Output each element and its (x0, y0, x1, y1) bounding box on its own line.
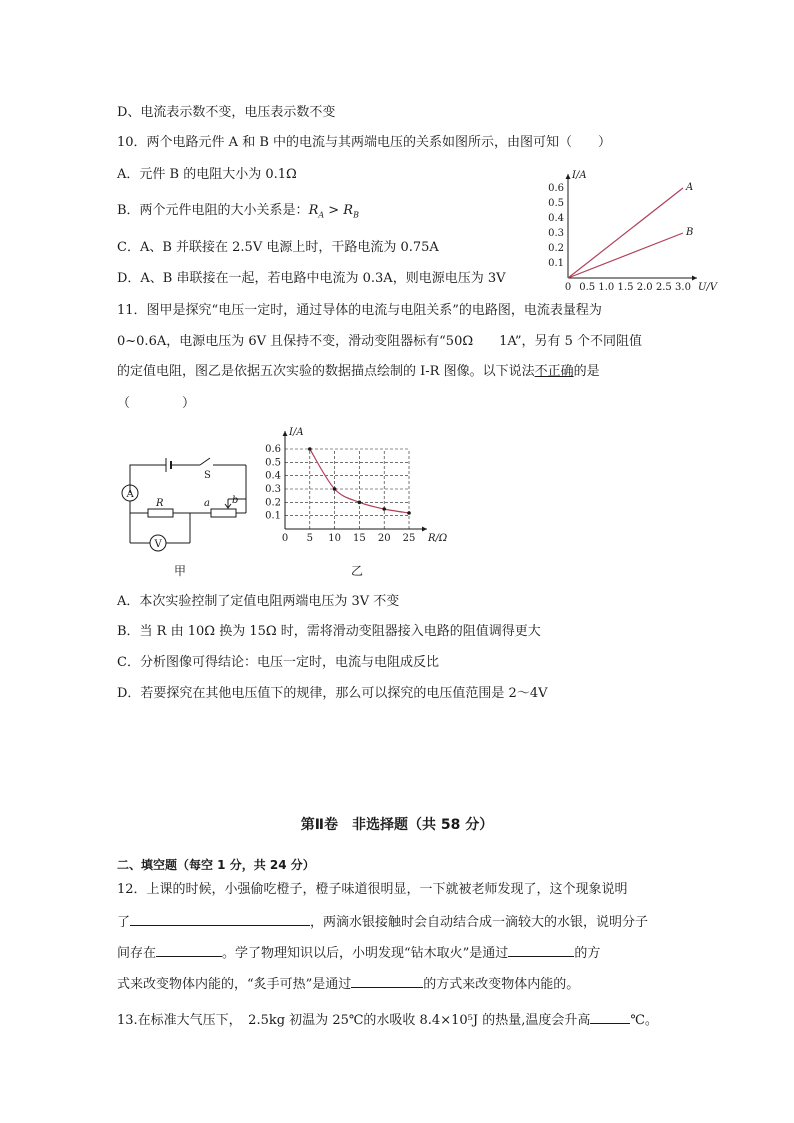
y-tick-label: 0.4 (548, 213, 564, 224)
series-label-a: A (686, 182, 694, 193)
q13-blank[interactable] (590, 1011, 630, 1024)
y-tick-label: 0.1 (548, 258, 564, 269)
circuit-label-v-meter: V (154, 539, 162, 550)
q12-line-1: 12．上课的时候，小强偷吃橙子，橙子味道很明显，一下就被老师发现了，这个现象说明 (117, 882, 628, 897)
q12-line-4 (117, 975, 579, 993)
y-axis-arrow (283, 431, 288, 436)
x-tick-label: 25 (402, 533, 416, 544)
circuit-label-a-meter: A (126, 489, 134, 500)
q11-option-c: C．分析图像可得结论：电压一定时，电流与电阻成反比 (117, 655, 439, 670)
series-line-b (568, 233, 683, 278)
y-tick-label: 0.2 (548, 243, 564, 254)
x-axis-arrow (422, 527, 427, 532)
y-tick-label: 0.6 (548, 183, 564, 194)
y-tick-label: 0.6 (265, 444, 281, 455)
circuit-label-s: S (204, 470, 211, 481)
q12-l3b: 。学了物理知识以后，小明发现“钻木取火”是通过 (222, 946, 509, 961)
x-tick-label: 1.5 (617, 282, 634, 293)
q11-option-a: A．本次实验控制了定值电阻两端电压为 3V 不变 (117, 594, 400, 609)
q11-stem-2: 0~0.6A，电源电压为 6V 且保持不变，滑动变阻器标有“50Ω 1A”，另有 5 个不同阻值 (117, 334, 643, 349)
data-point (382, 507, 386, 511)
x-tick-label: 3.0 (675, 282, 691, 293)
section-2-title: 第Ⅱ卷 非选择题（共 58 分） (300, 817, 494, 833)
y-axis-label: I/A (572, 170, 587, 181)
q10-option-d: D．A、B 串联接在一起，若电路中电流为 0.3A，则电源电压为 3V (117, 271, 506, 286)
q10-option-a: A．元件 B 的电阻大小为 0.1Ω (117, 167, 297, 182)
x-tick-label: 0 (564, 282, 572, 293)
y-tick-label: 0.3 (265, 484, 281, 495)
q13-text: 13.在标准大气压下， 2.5kg 初温为 25℃的水吸收 8.4×10⁵J 的热量,温度会升高 (117, 1013, 591, 1028)
circuit-label-r: R (156, 498, 164, 509)
y-tick-label: 0.3 (548, 228, 564, 239)
data-point (407, 511, 411, 515)
q10-stem: 10．两个电路元件 A 和 B 中的电流与其两端电压的关系如图所示，由图可知（ ） (117, 135, 612, 150)
q12-blank-1[interactable] (130, 913, 310, 926)
q11-answer-paren: （ ） (117, 396, 196, 411)
q11-stem-3b: 的是 (573, 364, 600, 379)
q10-option-b-formula: $R_A > R_B$ (308, 203, 359, 220)
q10-option-b (117, 203, 359, 224)
q12-blank-4[interactable] (351, 975, 423, 988)
y-axis-arrow (566, 174, 571, 179)
series-line-a (568, 188, 683, 278)
q11-not-correct: 不正确 (534, 364, 574, 379)
y-tick-label: 0.5 (265, 457, 281, 469)
q12-l2b: ，两滴水银接触时会自动结合成一滴较大的水银，说明分子 (310, 915, 649, 930)
x-tick-label: 0.5 (579, 282, 596, 293)
data-point (333, 487, 337, 491)
x-axis-arrow (692, 276, 697, 281)
q12-l4a: 式来改变物体内能的，“炙手可热”是通过 (117, 977, 352, 992)
circuit-label-slider-a: a (204, 498, 210, 509)
x-tick-label: 2.0 (636, 282, 653, 293)
q12-l2a: 了 (117, 915, 131, 930)
section-2-heading: 二、填空题（每空 1 分，共 24 分） (117, 858, 315, 872)
data-point (358, 501, 362, 505)
q11-option-d: D．若要探究在其他电压值下的规律，那么可以探究的电压值范围是 2～4V (117, 686, 548, 701)
y-tick-label: 0.1 (265, 510, 281, 522)
iu-graph (540, 168, 720, 298)
caption-yi: 乙 (351, 564, 364, 578)
q11-stem-3 (117, 364, 600, 380)
circuit-diagram (118, 455, 253, 555)
y-tick-label: 0.2 (265, 497, 281, 509)
q10-option-c: C．A、B 并联接在 2.5V 电源上时，干路电流为 0.75A (117, 240, 439, 255)
y-tick-label: 0.4 (265, 470, 281, 482)
x-tick-label: 15 (353, 533, 366, 544)
x-tick-label: 0 (281, 533, 289, 544)
x-tick-label: 10 (328, 533, 341, 544)
x-axis-label: U/V (698, 282, 718, 293)
q12-l3a: 间存在 (117, 946, 157, 961)
q12-l3c: 的方 (574, 946, 601, 961)
y-tick-label: 0.5 (548, 198, 564, 209)
x-tick-label: 5 (306, 533, 313, 544)
x-tick-label: 2.5 (655, 282, 672, 293)
series-label-b: B (686, 227, 694, 238)
q11-option-b: B．当 R 由 10Ω 换为 15Ω 时，需将滑动变阻器接入电路的阻值调得更大 (117, 624, 541, 639)
q12-line-3 (117, 944, 600, 962)
data-point (308, 447, 312, 451)
q9-option-d: D、电流表示数不变，电压表示数不变 (117, 105, 336, 120)
x-tick-label: 1.0 (598, 282, 615, 293)
x-tick-label: 20 (377, 533, 391, 544)
caption-jia: 甲 (174, 564, 187, 578)
q12-l4b: 的方式来改变物体内能的。 (423, 977, 580, 992)
q13-line (117, 1011, 658, 1029)
y-axis-label: I/A (289, 427, 304, 438)
ir-graph (262, 425, 452, 560)
x-axis-label: R/Ω (428, 533, 448, 544)
q12-line-2 (117, 913, 648, 931)
q12-blank-2[interactable] (156, 944, 222, 957)
q11-stem-3a: 的定值电阻，图乙是依据五次实验的数据描点绘制的 I-R 图像。以下说法 (117, 364, 535, 379)
q10-option-b-text: B．两个元件电阻的大小关系是： (117, 203, 309, 218)
q11-stem-1: 11．图甲是探究“电压一定时，通过导体的电流与电阻关系”的电路图，电流表量程为 (117, 303, 602, 318)
q12-blank-3[interactable] (508, 944, 574, 957)
q13-unit: ℃。 (630, 1013, 658, 1028)
circuit-label-slider-b: b (232, 495, 239, 506)
